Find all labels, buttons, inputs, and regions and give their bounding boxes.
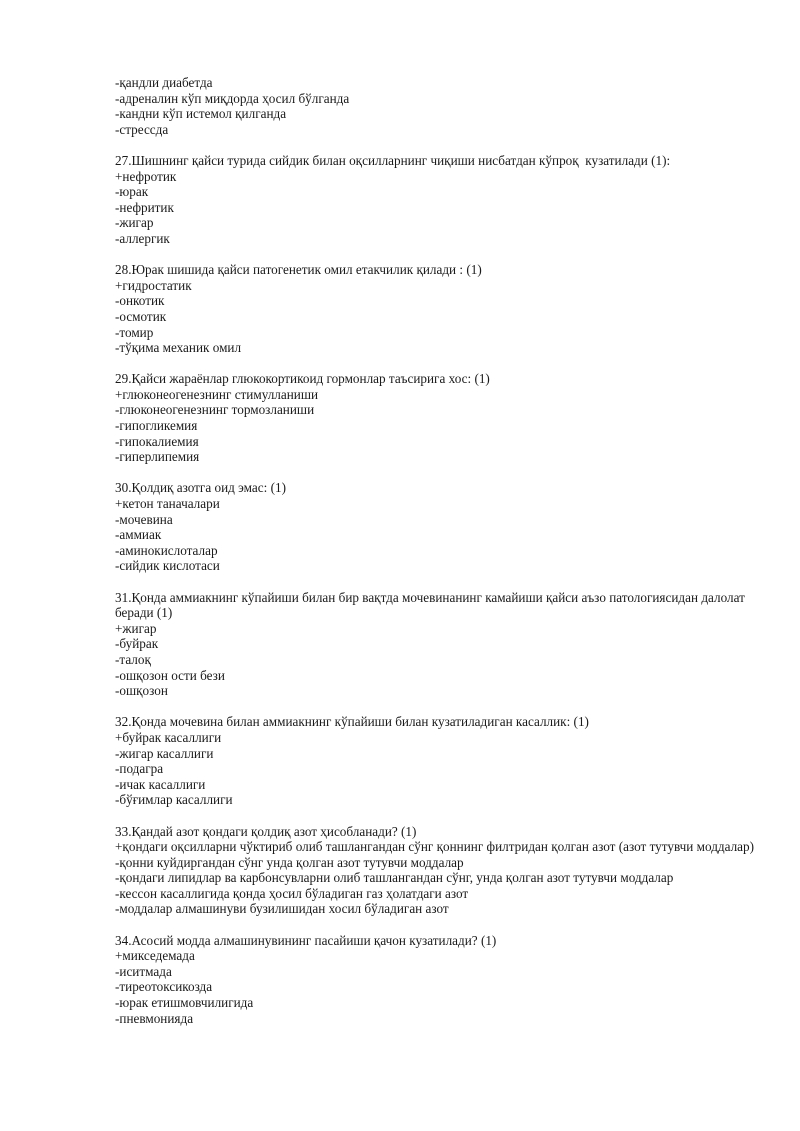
answer-option: -аллергик [115,230,170,246]
document-page [115,75,755,1026]
answer-option: -адреналин кўп миқдорда ҳосил бўлганда [115,90,350,106]
answer-option: -гипокалиемия [115,433,199,449]
answer-option: -аминокислоталар [115,542,218,558]
answer-option: -онкотик [115,293,165,309]
answer-option: -гипогликемия [115,418,198,434]
question-text: 28.Юрак шишида қайси патогенетик омил етакчилик қилади : (1) [115,262,482,278]
answer-option: -бўғимлар касаллиги [115,792,233,808]
answer-option: +нефротик [115,168,177,184]
answer-option: -ошқозон ости бези [115,667,225,683]
answer-option: +кетон таначалари [115,496,220,512]
answer-option: -осмотик [115,308,167,324]
answer-option: -ошқозон [115,683,168,699]
question-text: 27.Шишнинг қайси турида сийдик билан оқсилларнинг чиқиши нисбатдан кўпроқ кузатилади (1): [115,152,671,168]
answer-option: -жигар [115,215,154,231]
answer-option: -аммиак [115,527,162,543]
answer-option: -юрак [115,184,149,200]
question-block [115,824,755,918]
answer-option: -тиреотоксикозда [115,979,213,995]
question-block [115,480,755,574]
question-block [115,590,755,699]
answer-option: +буйрак касаллиги [115,729,222,745]
answer-option: +микседемада [115,948,195,964]
answer-option: -қандли диабетда [115,75,213,90]
question-block [115,714,755,808]
answer-option: -тўқима механик омил [115,340,242,356]
question-text: 30.Қолдиқ азотга оид эмас: (1) [115,480,286,496]
answer-option: +глюконеогенезнинг стимулланиши [115,386,319,402]
question-text: 29.Қайси жараёнлар глюкокортикоид гормонлар таъсирига хос: (1) [115,371,490,387]
answer-option: -иситмада [115,963,172,979]
answer-option: -кессон касаллигида қонда ҳосил бўладиган газ ҳолатдаги азот [115,885,469,901]
answer-option: -ичак касаллиги [115,776,206,792]
question-block [115,933,755,1027]
answer-option: -моддалар алмашинуви бузилишидан хосил бўладиган азот [115,901,449,917]
answer-option: +қондаги оқсилларни чўктириб олиб ташлангандан сўнг қоннинг филтридан қолган азот (азот тутувчи моддалар) [115,839,755,855]
answer-option: -юрак етишмовчилигида [115,995,254,1011]
answer-option: -талоқ [115,651,151,667]
answer-option: +гидростатик [115,277,192,293]
intro-options [115,75,755,137]
answer-option: +жигар [115,620,157,636]
question-text: 32.Қонда мочевина билан аммиакнинг кўпайиши билан кузатиладиган касаллик: (1) [115,714,589,730]
question-block [115,153,755,247]
answer-option: -томир [115,324,154,340]
answer-option: -жигар касаллиги [115,745,214,761]
answer-option: -сийдик кислотаси [115,558,220,574]
answer-option: -нефритик [115,199,174,215]
question-text: 31.Қонда аммиакнинг кўпайиши билан бир вақтда мочевинанинг камайиши қайси аъзо патологиясидан далолат беради (1) [115,589,749,621]
answer-option: -глюконеогенезнинг тормозланиши [115,402,315,418]
answer-option: -буйрак [115,636,159,652]
question-text: 34.Асосий модда алмашинувининг пасайиши қачон кузатилади? (1) [115,932,497,948]
question-text: 33.Қандай азот қондаги қолдиқ азот ҳисобланади? (1) [115,823,417,839]
question-block [115,262,755,356]
answer-option: -мочевина [115,511,173,527]
answer-option: -қондаги липидлар ва карбонсувларни олиб ташлангандан сўнг, унда қолган азот тутувчи моддалар [115,870,674,886]
question-block [115,371,755,465]
answer-option: -кандни кўп истемол қилганда [115,106,287,122]
answer-option: -стрессда [115,121,169,137]
answer-option: -пневмонияда [115,1010,194,1026]
answer-option: -қонни куйдиргандан сўнг унда қолган азот тутувчи моддалар [115,854,464,870]
answer-option: -гиперлипемия [115,449,200,465]
answer-option: -подагра [115,761,164,777]
